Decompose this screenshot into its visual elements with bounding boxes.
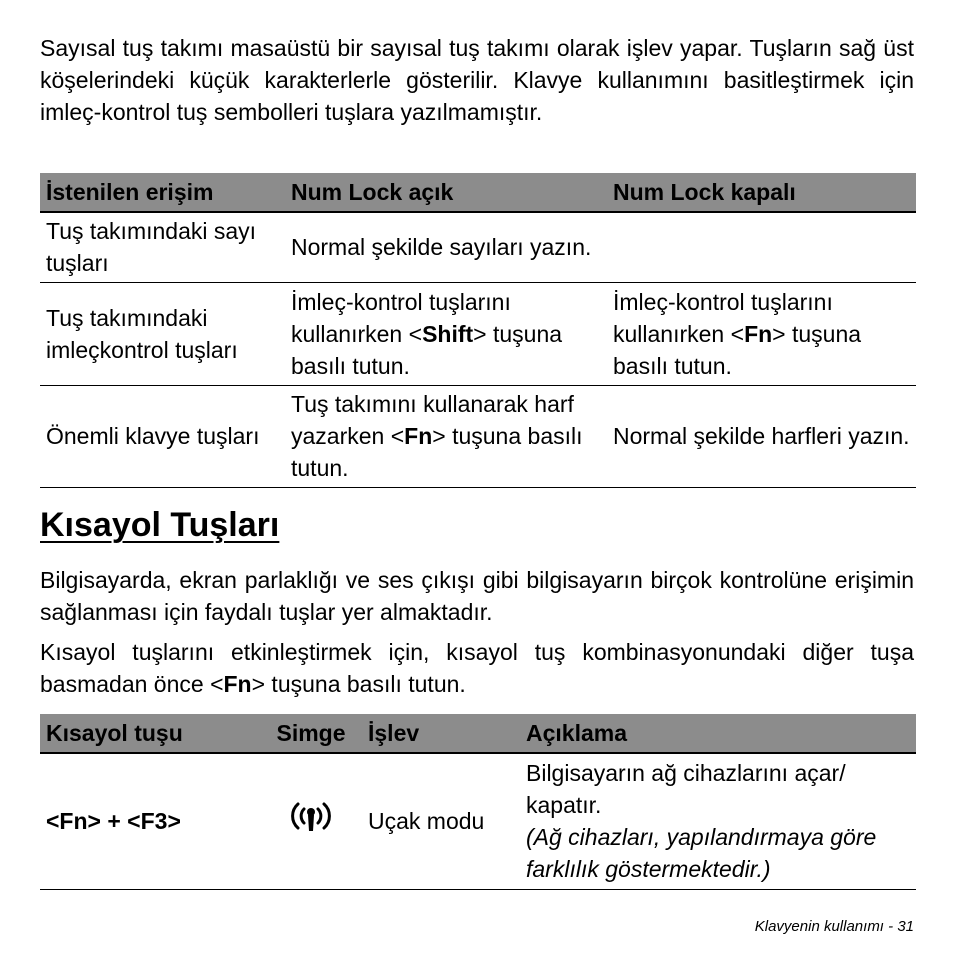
section-heading: Kısayol Tuşları bbox=[40, 506, 280, 544]
column-header: Açıklama bbox=[520, 714, 916, 753]
key-name: Fn bbox=[223, 671, 252, 697]
table-cell bbox=[285, 385, 607, 487]
table-cell: Normal şekilde sayıları yazın. bbox=[285, 212, 607, 282]
column-header: Kısayol tuşu bbox=[40, 714, 260, 753]
key-name: Fn bbox=[744, 320, 773, 347]
key-name: Fn bbox=[404, 423, 433, 449]
column-header: İstenilen erişim bbox=[40, 173, 285, 212]
icon-cell bbox=[260, 753, 362, 889]
numlock-table bbox=[40, 173, 916, 488]
table-row bbox=[40, 385, 916, 487]
table-row bbox=[40, 212, 916, 282]
column-header: Num Lock kapalı bbox=[607, 173, 916, 212]
column-header: Num Lock açık bbox=[285, 173, 607, 212]
description-note: (Ağ cihazları, yapılandırmaya göre farklılık göstermektedir.) bbox=[526, 824, 877, 883]
table-header-row bbox=[40, 714, 916, 753]
key-name: Shift bbox=[422, 320, 474, 347]
cell-text: İmleç-kontrol tuşlarını kullanırken < bbox=[291, 288, 511, 347]
page-footer bbox=[755, 918, 914, 935]
column-header: İşlev bbox=[362, 714, 520, 753]
airplane-mode-icon bbox=[288, 800, 334, 842]
cell-text: > tuşuna basılı tutun. bbox=[613, 320, 862, 379]
footer-text: Klavyenin kullanımı - bbox=[754, 918, 898, 935]
table-cell bbox=[285, 282, 607, 385]
column-header: Simge bbox=[260, 714, 362, 753]
paragraph-text: Kısayol tuşlarını etkinleştirmek için, kısayol tuş kombinasyonundaki diğer tuşa basmadan önce < bbox=[40, 639, 914, 697]
description-text: Bilgisayarın ağ cihazlarını açar/ kapatır. bbox=[526, 760, 846, 819]
table-cell: Tuş takımındaki imleçkontrol tuşları bbox=[40, 282, 285, 385]
cell-text: İmleç-kontrol tuşlarını kullanırken < bbox=[613, 288, 833, 347]
shortcut-key-cell: <Fn> + <F3> bbox=[40, 753, 260, 889]
page-number: 31 bbox=[897, 918, 914, 935]
table-header-row bbox=[40, 173, 916, 212]
paragraph-text: > tuşuna basılı tutun. bbox=[251, 671, 466, 697]
section-paragraph-2 bbox=[40, 636, 914, 700]
section-paragraph-1: Bilgisayarda, ekran parlaklığı ve ses çıkışı gibi bilgisayarın birçok kontrolüne erişimin sağlanması için faydalı tuşlar yer almaktadır. bbox=[40, 567, 914, 625]
table-cell: Normal şekilde harfleri yazın. bbox=[607, 385, 916, 487]
table-cell bbox=[607, 212, 916, 282]
shortcut-table bbox=[40, 714, 916, 890]
intro-paragraph: Sayısal tuş takımı masaüstü bir sayısal tuş takımı olarak işlev yapar. Tuşların sağ üst köşelerindeki küçük karakterlerle gösterilir. Klavye kullanımını basitleştirmek için imleç-kontrol tuş sembolleri tuşlara yazılmamıştır. bbox=[40, 35, 914, 125]
cell-text: > tuşuna basılı tutun. bbox=[291, 320, 563, 379]
cell-text: > tuşuna basılı tutun. bbox=[291, 423, 583, 481]
table-cell: Tuş takımındaki sayı tuşları bbox=[40, 212, 285, 282]
table-cell bbox=[607, 282, 916, 385]
table-cell: Önemli klavye tuşları bbox=[40, 385, 285, 487]
table-row bbox=[40, 753, 916, 889]
function-cell: Uçak modu bbox=[362, 753, 520, 889]
cell-text: Tuş takımını kullanarak harf yazarken < bbox=[291, 391, 574, 449]
description-cell bbox=[520, 753, 916, 889]
table-row bbox=[40, 282, 916, 385]
